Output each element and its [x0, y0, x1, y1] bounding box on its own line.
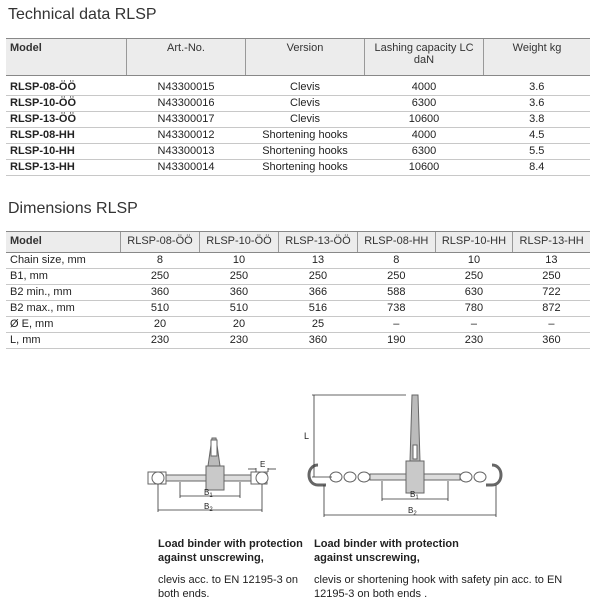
- table-row: [6, 285, 590, 301]
- b1-subscript: 1: [209, 493, 213, 499]
- table-cell: 6300: [365, 144, 484, 160]
- header-weight: Weight kg: [484, 39, 591, 76]
- table-cell: 3.8: [484, 112, 591, 128]
- table-cell: –: [435, 317, 513, 333]
- table-cell: –: [513, 317, 590, 333]
- technical-data-table: [6, 38, 590, 176]
- e-label: E: [260, 460, 266, 469]
- table-cell: 230: [121, 333, 200, 349]
- left-diagram-caption: [158, 537, 308, 601]
- ratchet-housing: [406, 461, 424, 493]
- left-hook: [309, 465, 326, 485]
- table-cell: 10600: [365, 112, 484, 128]
- table-cell: 10600: [365, 160, 484, 176]
- table-cell: 250: [121, 269, 200, 285]
- table-cell: 25: [278, 317, 357, 333]
- header-rlsp-13-hh: RLSP-13-HH: [513, 232, 590, 253]
- header-art-no: Art.-No.: [127, 39, 246, 76]
- table-cell: Clevis: [246, 96, 365, 112]
- table-row: [6, 76, 590, 96]
- table-cell: 250: [278, 269, 357, 285]
- table-cell: 8: [357, 253, 435, 269]
- table-header-row: [6, 39, 590, 76]
- left-eye-ring: [152, 472, 164, 484]
- table-cell: Clevis: [246, 112, 365, 128]
- left-threaded-rod: [166, 475, 211, 481]
- b2-label: [204, 502, 213, 513]
- technical-data-title: Technical data RLSP: [8, 6, 157, 23]
- header-version: Version: [246, 39, 365, 76]
- table-header-row: [6, 232, 590, 253]
- table-cell: 10: [435, 253, 513, 269]
- table-cell: 3.6: [484, 96, 591, 112]
- table-cell: 20: [121, 317, 200, 333]
- dimensions-table: [6, 231, 590, 349]
- table-cell: Shortening hooks: [246, 160, 365, 176]
- right-eye-ring: [256, 472, 268, 484]
- row-label-cell: B2 max., mm: [6, 301, 121, 317]
- table-cell: 250: [513, 269, 590, 285]
- table-row: [6, 317, 590, 333]
- table-cell: Shortening hooks: [246, 144, 365, 160]
- table-cell: Shortening hooks: [246, 128, 365, 144]
- b2-subscript: 2: [209, 507, 213, 513]
- table-row: [6, 96, 590, 112]
- table-cell: N43300013: [127, 144, 246, 160]
- row-label-cell: L, mm: [6, 333, 121, 349]
- table-cell: 366: [278, 285, 357, 301]
- table-cell: 4000: [365, 76, 484, 96]
- dimensions-title: Dimensions RLSP: [8, 200, 138, 217]
- table-cell: 360: [278, 333, 357, 349]
- header-model: Model: [6, 39, 127, 76]
- right-diagram-caption: [314, 537, 594, 601]
- table-cell: N43300012: [127, 128, 246, 144]
- right-caption-title: Load binder with protection against unscrewing,: [314, 538, 459, 564]
- table-cell: 230: [199, 333, 278, 349]
- table-cell: 510: [199, 301, 278, 317]
- table-cell: N43300017: [127, 112, 246, 128]
- header-lashing-capacity: Lashing capacity LC daN: [365, 39, 484, 76]
- header-rlsp-08-oo: RLSP-08-ÖÖ: [121, 232, 200, 253]
- table-cell: 360: [513, 333, 590, 349]
- row-label-cell: RLSP-10-ÖÖ: [6, 96, 127, 112]
- handle-slot: [211, 440, 217, 456]
- header-rlsp-13-oo: RLSP-13-ÖÖ: [278, 232, 357, 253]
- left-caption-text: clevis acc. to EN 12195-3 on both ends.: [158, 574, 299, 600]
- table-cell: N43300015: [127, 76, 246, 96]
- table-cell: 5.5: [484, 144, 591, 160]
- right-hook: [486, 465, 501, 485]
- right-caption-text: clevis or shortening hook with safety pin acc. to EN 12195-3 on both ends .: [314, 574, 563, 600]
- b2-letter: B: [204, 502, 210, 511]
- row-label-cell: Ø E, mm: [6, 317, 121, 333]
- table-cell: Clevis: [246, 76, 365, 96]
- table-cell: 630: [435, 285, 513, 301]
- table-cell: 4000: [365, 128, 484, 144]
- table-cell: 360: [121, 285, 200, 301]
- right-threaded-rod: [422, 474, 460, 480]
- clevis-load-binder-diagram: [140, 430, 290, 522]
- table-cell: 4.5: [484, 128, 591, 144]
- b2-subscript: 2: [413, 511, 417, 517]
- left-caption-title: Load binder with protection against unscrewing,: [158, 538, 303, 564]
- b1-letter: B: [410, 490, 416, 499]
- table-cell: 8: [121, 253, 200, 269]
- left-chain-link-2: [344, 472, 356, 482]
- header-rlsp-08-hh: RLSP-08-HH: [357, 232, 435, 253]
- table-row: [6, 112, 590, 128]
- left-chain-link-3: [358, 472, 370, 482]
- table-cell: –: [357, 317, 435, 333]
- table-row: [6, 253, 590, 269]
- table-row: [6, 160, 590, 176]
- table-cell: 20: [199, 317, 278, 333]
- row-label-cell: RLSP-08-ÖÖ: [6, 76, 127, 96]
- row-label-cell: B2 min., mm: [6, 285, 121, 301]
- table-cell: N43300016: [127, 96, 246, 112]
- table-cell: 13: [513, 253, 590, 269]
- row-label-cell: RLSP-10-HH: [6, 144, 127, 160]
- table-cell: 8.4: [484, 160, 591, 176]
- ratchet-housing: [206, 466, 224, 490]
- row-label-cell: Chain size, mm: [6, 253, 121, 269]
- table-cell: 360: [199, 285, 278, 301]
- table-cell: 230: [435, 333, 513, 349]
- table-cell: 190: [357, 333, 435, 349]
- table-cell: 10: [199, 253, 278, 269]
- b2-letter: B: [408, 506, 414, 515]
- b1-subscript: 1: [415, 495, 419, 501]
- b1-letter: B: [204, 488, 210, 497]
- l-label: L: [304, 431, 310, 441]
- hook-load-binder-diagram: [296, 385, 516, 535]
- table-cell: N43300014: [127, 160, 246, 176]
- right-chain-link-2: [474, 472, 486, 482]
- table-cell: 738: [357, 301, 435, 317]
- row-label-cell: RLSP-13-HH: [6, 160, 127, 176]
- left-threaded-rod: [370, 474, 408, 480]
- table-cell: 872: [513, 301, 590, 317]
- table-cell: 250: [199, 269, 278, 285]
- table-row: [6, 301, 590, 317]
- row-label-cell: RLSP-13-ÖÖ: [6, 112, 127, 128]
- row-label-cell: RLSP-08-HH: [6, 128, 127, 144]
- handle-slot: [413, 445, 417, 459]
- table-row: [6, 269, 590, 285]
- table-cell: 250: [357, 269, 435, 285]
- table-row: [6, 333, 590, 349]
- right-chain-link-1: [460, 472, 472, 482]
- header-rlsp-10-oo: RLSP-10-ÖÖ: [199, 232, 278, 253]
- table-row: [6, 144, 590, 160]
- table-cell: 722: [513, 285, 590, 301]
- table-cell: 780: [435, 301, 513, 317]
- table-cell: 250: [435, 269, 513, 285]
- table-cell: 3.6: [484, 76, 591, 96]
- table-cell: 510: [121, 301, 200, 317]
- header-rlsp-10-hh: RLSP-10-HH: [435, 232, 513, 253]
- table-cell: 13: [278, 253, 357, 269]
- table-cell: 516: [278, 301, 357, 317]
- header-model: Model: [6, 232, 121, 253]
- table-row: [6, 128, 590, 144]
- row-label-cell: B1, mm: [6, 269, 121, 285]
- table-cell: 588: [357, 285, 435, 301]
- table-cell: 6300: [365, 96, 484, 112]
